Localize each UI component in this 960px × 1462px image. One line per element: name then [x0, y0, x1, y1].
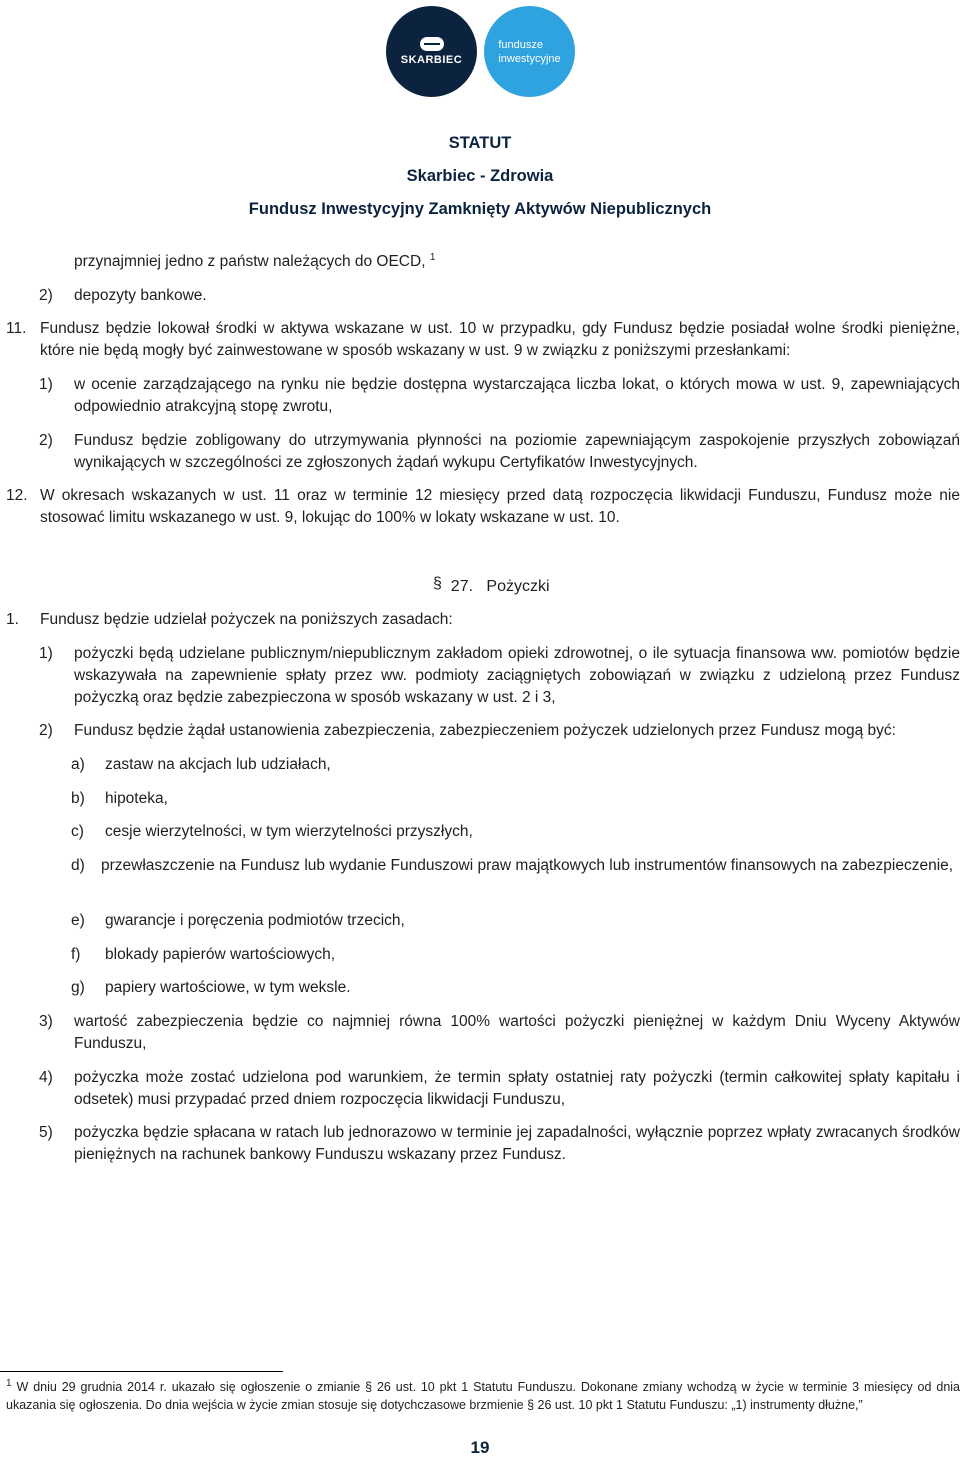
fundusze-inwestycyjne-logo: [484, 6, 575, 97]
list-item-text: pożyczki będą udzielane publicznym/niepublicznym zakładom opieki zdrowotnej, o ile sytuacja finansowa ww. pomiotów będzie wskazywała na zapewnienie spłaty przez ww. podmioty zaciągniętych zobowiązań w związku z udzieloną przez Fundusz pożyczką oraz będzie zabezpieczona w sposób wskazany w ust. 2 i 3,: [74, 645, 960, 706]
section-title: Pożyczki: [486, 578, 550, 595]
sub-item-text: przewłaszczenie na Fundusz lub wydanie Funduszowi praw majątkowych lub instrumentów finansowych na zabezpieczenie,: [101, 857, 954, 874]
list-item-text: w ocenie zarządzającego na rynku nie będzie dostępna wystarczająca liczba lokat, o których mowa w ust. 9, zapewniających odpowiednio atrakcyjną stopę zwrotu,: [74, 376, 960, 415]
list-item-text: pożyczka będzie spłacana w ratach lub jednorazowo w terminie jej zapadalności, wyłącznie poprzez wpłaty zwracanych środków pieniężnych na rachunek bankowy Funduszu wskazany przez Fundusz.: [74, 1124, 960, 1163]
footnote: [6, 1378, 960, 1414]
list-item-number: 2): [39, 432, 53, 449]
fi-logo-line1: fundusze: [498, 38, 543, 51]
paragraph-text: W okresach wskazanych w ust. 11 oraz w terminie 12 miesięcy przed datą rozpoczęcia likwidacji Funduszu, Fundusz może nie stosować limitu wskazanego w ust. 9, lokując do 100% w lokaty wskazane w ust. 10.: [40, 487, 960, 526]
sub-item-text: hipoteka,: [105, 790, 168, 807]
section-heading: [433, 576, 550, 598]
list-item-number: 2): [39, 722, 53, 739]
fund-name: Skarbiec - Zdrowia: [406, 167, 554, 185]
fund-type: Fundusz Inwestycyjny Zamknięty Aktywów Niepublicznych: [248, 200, 712, 218]
oecd-line: przynajmniej jedno z państw należących do OECD, $^1$: [74, 251, 436, 270]
fi-logo-line2: inwestycyjne: [498, 52, 561, 65]
list-item-number: 4): [39, 1069, 53, 1086]
sub-item-number: b): [71, 790, 85, 807]
paragraph-number: 12.: [6, 487, 28, 504]
paragraph-text: Fundusz będzie lokował środki w aktywa wskazane w ust. 10 w przypadku, gdy Fundusz będzie posiadał wolne środki pieniężne, które nie będą mogły być zainwestowane w sposób wskazany w ust. 9 w związku z poniższymi przesłankami:: [40, 320, 960, 359]
list-item-number: 1): [39, 376, 53, 393]
list-item-text: wartość zabezpieczenia będzie co najmniej równa 100% wartości pożyczki pieniężnej w każdym Dniu Wyceny Aktywów Funduszu,: [74, 1013, 960, 1052]
footnote-separator: [0, 1371, 283, 1372]
list-item-number: 3): [39, 1013, 53, 1030]
list-item-text: Fundusz będzie zobligowany do utrzymywania płynności na poziomie zapewniającym zaspokojenie przyszłych zobowiązań wynikających w szczególności ze zgłoszonych żądań wykupu Certyfikatów Inwestycyjnych.: [74, 432, 960, 471]
sub-item-number: g): [71, 979, 85, 996]
sub-item-number: e): [71, 912, 85, 929]
section-number: 27.: [450, 578, 474, 595]
sub-item-text: blokady papierów wartościowych,: [105, 946, 336, 963]
sub-item-number: d): [71, 857, 85, 874]
sub-item-text: papiery wartościowe, w tym weksle.: [105, 979, 351, 996]
document-header: [0, 127, 960, 226]
footnote-text: W dniu 29 grudnia 2014 r. ukazało się ogłoszenie o zmianie § 26 ust. 10 pkt 1 Statutu Funduszu. Dokonane zmiany wchodzą w życie w terminie 3 miesięcy od dnia ukazania się ogłoszenia. Do dnia wejścia w życie zmian stosuje się dotychczasowe brzmienie § 26 ust. 10 pkt 1 Statutu Funduszu: „1) instrumenty dłużne,”: [6, 1380, 960, 1412]
header-logos: [0, 6, 960, 98]
sub-item-text: zastaw na akcjach lub udziałach,: [105, 756, 331, 773]
sub-item-text: cesje wierzytelności, w tym wierzytelności przyszłych,: [105, 823, 473, 840]
paragraph-number: 11.: [6, 320, 27, 337]
list-item-number: 1): [39, 645, 53, 662]
paragraph-text: Fundusz będzie udzielał pożyczek na poniższych zasadach:: [40, 611, 453, 628]
footnote-ref[interactable]: 1: [429, 251, 436, 263]
skarbiec-logo: [386, 6, 477, 97]
section-sign: §: [433, 575, 442, 592]
sub-item-number: a): [71, 756, 85, 773]
sub-item-number: f): [71, 946, 81, 963]
list-item-number: 2): [39, 287, 53, 304]
footnote-number: 1: [6, 1377, 12, 1389]
skarbiec-logo-text: SKARBIEC: [400, 54, 463, 66]
list-item-text: Fundusz będzie żądał ustanowienia zabezpieczenia, zabezpieczeniem pożyczek udzielonych przez Fundusz mogą być:: [74, 722, 896, 739]
page-number: 19: [470, 1438, 490, 1457]
list-item-text: pożyczka może zostać udzielona pod warunkiem, że termin spłaty ostatniej raty pożyczki (termin całkowitej spłaty kapitału i odsetek) musi przypadać przed dniem rozpoczęcia likwidacji Funduszu,: [74, 1069, 960, 1108]
paragraph-number: 1.: [6, 611, 19, 628]
list-item-number: 5): [39, 1124, 53, 1141]
document-title: STATUT: [448, 134, 512, 152]
sub-item-text: gwarancje i poręczenia podmiotów trzecich,: [105, 912, 405, 929]
skarbiec-mark-icon: [420, 37, 444, 51]
list-item-text: depozyty bankowe.: [74, 287, 207, 304]
sub-item-number: c): [71, 823, 84, 840]
